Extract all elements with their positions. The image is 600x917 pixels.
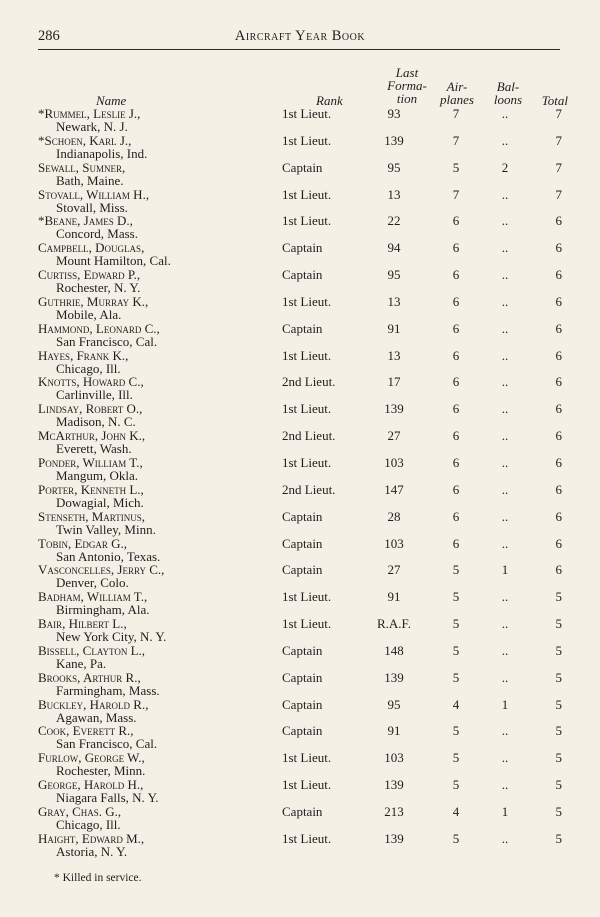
table-row [0,132,600,159]
ace-hometown: Bath, Maine. [56,172,124,188]
ace-hometown: Carlinville, Ill. [56,387,133,403]
column-header-airplanes-line: Air- [446,79,468,94]
ace-rank: 2nd Lieut. [282,428,336,444]
ace-rank: 1st Lieut. [282,454,332,470]
ace-formation: 139 [384,132,404,148]
ace-rank: 1st Lieut. [282,777,332,793]
ace-name: Ponder, William T., [38,454,143,470]
table-row [0,508,600,535]
ace-hometown: Concord, Mass. [56,226,138,242]
page-number: 286 [38,28,60,44]
ace-name: *Rummel, Leslie J., [38,106,141,121]
ace-hometown: Mount Hamilton, Cal. [56,253,171,269]
ace-hometown: Astoria, N. Y. [56,843,128,859]
column-header-balloons-line: loons [493,92,523,107]
table-row [0,105,600,132]
ace-airplanes: 6 [452,508,460,524]
ace-balloons: 1 [501,803,509,819]
ace-total: 5 [555,777,562,793]
ace-hometown: Newark, N. J. [56,119,128,134]
ace-balloons: .. [501,186,509,202]
column-header-formation-line: Forma- [387,78,427,93]
ace-name: Furlow, George W., [38,750,145,766]
table-row [0,239,600,269]
table-row [0,749,600,779]
ace-formation: 91 [387,589,401,605]
ace-name: Curtiss, Edward P., [38,267,141,283]
header-rule [38,49,560,50]
ace-balloons: .. [501,401,509,417]
table-row [0,293,600,320]
ace-balloons: .. [501,508,509,524]
ace-formation: 27 [387,428,401,444]
table-row [0,561,600,591]
ace-airplanes: 6 [452,454,460,470]
ace-hometown: New York City, N. Y. [56,629,167,645]
ace-airplanes: 7 [452,186,460,202]
ace-rank: Captain [282,803,323,819]
ace-total: 6 [555,347,562,363]
ace-hometown: Denver, Colo. [56,575,129,591]
ace-total: 5 [555,669,562,685]
ace-hometown: Indianapolis, Ind. [56,145,148,161]
ace-airplanes: 5 [452,777,460,793]
table-row [0,454,600,481]
ace-balloons: 2 [501,159,509,175]
ace-balloons: .. [501,830,509,846]
ace-balloons: .. [501,481,509,497]
ace-airplanes: 5 [452,589,460,605]
table-row [0,373,600,403]
table-row [0,212,600,242]
table-row [0,588,600,618]
ace-hometown: San Francisco, Cal. [56,736,158,752]
ace-airplanes: 5 [452,830,460,846]
ace-name: Cook, Everett R., [38,723,134,739]
ace-name: Lindsay, Robert O., [38,401,143,417]
ace-formation: 139 [384,401,404,417]
ace-hometown: Farmingham, Mass. [56,682,160,698]
ace-balloons: .. [501,642,509,658]
ace-airplanes: 5 [452,616,460,632]
ace-total: 7 [555,186,562,202]
ace-total: 6 [555,374,562,390]
ace-name: Hayes, Frank K., [38,347,129,363]
ace-hometown: Mangum, Okla. [56,467,138,483]
ace-hometown: San Antonio, Texas. [56,548,161,564]
ace-rank: 1st Lieut. [282,830,332,846]
ace-hometown: Dowagial, Mich. [56,494,144,510]
ace-balloons: .. [501,374,509,390]
table-row [0,642,600,669]
ace-balloons: .. [501,320,509,336]
ace-name: Haight, Edward M., [38,830,145,846]
ace-airplanes: 6 [452,240,460,256]
ace-balloons: .. [501,240,509,256]
ace-balloons: .. [501,669,509,685]
ace-total: 5 [555,803,562,819]
ace-name: Bair, Hilbert L., [38,616,127,632]
ace-hometown: Niagara Falls, N. Y. [56,790,159,806]
ace-formation: 139 [384,777,404,793]
ace-balloons: .. [501,589,509,605]
ace-name: Stovall, William H., [38,186,150,202]
ace-balloons: .. [501,777,509,793]
ace-total: 5 [555,616,562,632]
ace-rank: Captain [282,267,323,283]
ace-total: 7 [555,106,562,121]
ace-formation: 17 [387,374,401,390]
ace-rank: Captain [282,508,323,524]
ace-name: Gray, Chas. G., [38,803,122,819]
ace-rank: 1st Lieut. [282,347,332,363]
ace-total: 6 [555,481,562,497]
column-header-name: Name [96,93,127,108]
column-header-balloons-line: Bal- [496,79,520,94]
ace-rank: Captain [282,562,323,578]
ace-total: 6 [555,535,562,551]
ace-hometown: Kane, Pa. [56,655,107,671]
ace-total: 6 [555,562,562,578]
ace-total: 5 [555,723,562,739]
ace-rank: 1st Lieut. [282,616,332,632]
ace-airplanes: 6 [452,401,460,417]
ace-total: 6 [555,454,562,470]
table-row [0,400,600,430]
ace-formation: 147 [384,481,404,497]
table-row [0,481,600,508]
ace-airplanes: 5 [452,642,460,658]
ace-formation: 13 [387,347,401,363]
table-row [0,615,600,645]
ace-total: 6 [555,428,562,444]
ace-airplanes: 7 [452,106,460,121]
ace-rank: 2nd Lieut. [282,374,336,390]
ace-name: Stenseth, Martinus, [38,508,145,524]
running-title: Aircraft Year Book [234,28,366,44]
ace-formation: 28 [387,508,401,524]
ace-formation: 91 [387,320,401,336]
ace-airplanes: 6 [452,293,460,309]
ace-formation: 95 [387,267,401,283]
table-row [0,347,600,374]
column-header-airplanes [437,80,477,106]
ace-total: 6 [555,267,562,283]
ace-airplanes: 4 [452,803,460,819]
ace-formation: 213 [384,803,404,819]
table-row [0,535,600,562]
ace-total: 6 [555,240,562,256]
ace-rank: 1st Lieut. [282,106,332,121]
table-row [0,427,600,457]
column-header-total: Total [541,93,568,108]
ace-hometown: Stovall, Miss. [56,199,128,215]
ace-name: Campbell, Douglas, [38,240,145,256]
ace-balloons: 1 [501,562,509,578]
ace-hometown: Rochester, N. Y. [56,280,141,296]
ace-rank: Captain [282,642,323,658]
ace-rank: Captain [282,159,323,175]
table-row [0,696,600,723]
page-header [38,28,562,48]
ace-balloons: .. [501,132,509,148]
ace-balloons: .. [501,267,509,283]
ace-rank: Captain [282,240,323,256]
ace-formation: 93 [387,106,401,121]
ace-formation: 95 [387,159,401,175]
ace-hometown: Agawan, Mass. [56,709,137,725]
column-header-formation-line: tion [396,91,418,106]
ace-airplanes: 6 [452,347,460,363]
ace-name: *Beane, James D., [38,213,133,229]
ace-airplanes: 6 [452,374,460,390]
column-header-balloons [484,80,532,106]
ace-airplanes: 4 [452,696,460,712]
ace-hometown: Birmingham, Ala. [56,602,150,618]
table-row [0,266,600,296]
ace-airplanes: 6 [452,267,460,283]
ace-rank: Captain [282,669,323,685]
column-header-formation [384,66,430,105]
ace-total: 6 [555,213,562,229]
table-row [0,186,600,213]
ace-formation: 91 [387,723,401,739]
ace-total: 5 [555,642,562,658]
ace-name: McArthur, John K., [38,428,146,444]
ace-name: Bissell, Clayton L., [38,642,146,658]
ace-airplanes: 5 [452,159,460,175]
column-header-formation-line: Last [395,65,419,80]
ace-rank: 2nd Lieut. [282,481,336,497]
column-header-rank: Rank [316,93,343,108]
ace-rank: 1st Lieut. [282,132,332,148]
ace-name: Buckley, Harold R., [38,696,149,712]
ace-formation: 13 [387,186,401,202]
ace-formation: 13 [387,293,401,309]
ace-balloons: .. [501,723,509,739]
ace-name: Porter, Kenneth L., [38,481,144,497]
ace-balloons: .. [501,750,509,766]
ace-airplanes: 6 [452,320,460,336]
ace-total: 5 [555,696,562,712]
ace-hometown: Chicago, Ill. [56,360,121,376]
ace-rank: Captain [282,723,323,739]
ace-total: 5 [555,830,562,846]
ace-total: 7 [555,159,562,175]
ace-hometown: Rochester, Minn. [56,763,146,779]
ace-airplanes: 5 [452,723,460,739]
ace-formation: 27 [387,562,401,578]
ace-balloons: .. [501,454,509,470]
ace-balloons: .. [501,616,509,632]
ace-airplanes: 6 [452,428,460,444]
ace-formation: 139 [384,830,404,846]
column-header-airplanes-line: planes [440,92,474,107]
ace-total: 6 [555,320,562,336]
ace-formation: 94 [387,240,401,256]
ace-formation: 103 [384,535,404,551]
ace-rank: 1st Lieut. [282,186,332,202]
ace-formation: 103 [384,454,404,470]
table-row [0,776,600,806]
table-row [0,830,600,857]
ace-name: Brooks, Arthur R., [38,669,141,685]
ace-formation: 103 [384,750,404,766]
footnote: * Killed in service. [54,872,142,884]
ace-name: *Schoen, Karl J., [38,132,132,148]
table-row [0,803,600,830]
ace-hometown: Madison, N. C. [56,414,136,430]
ace-formation: 95 [387,696,401,712]
table-row [0,320,600,347]
ace-formation: 148 [384,642,404,658]
ace-formation: 139 [384,669,404,685]
ace-balloons: .. [501,293,509,309]
ace-rank: Captain [282,696,323,712]
table-row [0,722,600,752]
ace-hometown: Chicago, Ill. [56,816,121,832]
ace-airplanes: 5 [452,669,460,685]
ace-name: Badham, William T., [38,589,148,605]
ace-balloons: .. [501,428,509,444]
ace-balloons: .. [501,535,509,551]
ace-rank: Captain [282,320,323,336]
table-row [0,159,600,186]
ace-balloons: .. [501,213,509,229]
ace-hometown: Everett, Wash. [56,441,132,457]
ace-formation: R.A.F. [377,616,411,632]
ace-hometown: San Francisco, Cal. [56,333,158,349]
ace-hometown: Mobile, Ala. [56,306,122,322]
ace-total: 6 [555,508,562,524]
ace-name: Hammond, Leonard C., [38,320,160,336]
aces-table [0,105,600,857]
ace-balloons: 1 [501,696,509,712]
ace-rank: 1st Lieut. [282,213,332,229]
ace-rank: 1st Lieut. [282,589,332,605]
ace-total: 5 [555,589,562,605]
ace-balloons: .. [501,106,509,121]
ace-airplanes: 6 [452,535,460,551]
ace-airplanes: 5 [452,750,460,766]
ace-name: Vasconcelles, Jerry C., [38,562,165,578]
ace-airplanes: 6 [452,481,460,497]
ace-name: Tobin, Edgar G., [38,535,128,551]
ace-total: 6 [555,401,562,417]
ace-formation: 22 [387,213,401,229]
ace-rank: Captain [282,535,323,551]
table-row [0,669,600,696]
ace-total: 6 [555,293,562,309]
ace-name: Sewall, Sumner, [38,159,126,175]
ace-rank: 1st Lieut. [282,750,332,766]
ace-name: Knotts, Howard C., [38,374,144,390]
ace-airplanes: 7 [452,132,460,148]
ace-airplanes: 6 [452,213,460,229]
ace-rank: 1st Lieut. [282,401,332,417]
ace-total: 7 [555,132,562,148]
ace-name: Guthrie, Murray K., [38,293,149,309]
ace-hometown: Twin Valley, Minn. [56,521,156,537]
ace-name: George, Harold H., [38,777,144,793]
ace-balloons: .. [501,347,509,363]
ace-rank: 1st Lieut. [282,293,332,309]
ace-total: 5 [555,750,562,766]
ace-airplanes: 5 [452,562,460,578]
